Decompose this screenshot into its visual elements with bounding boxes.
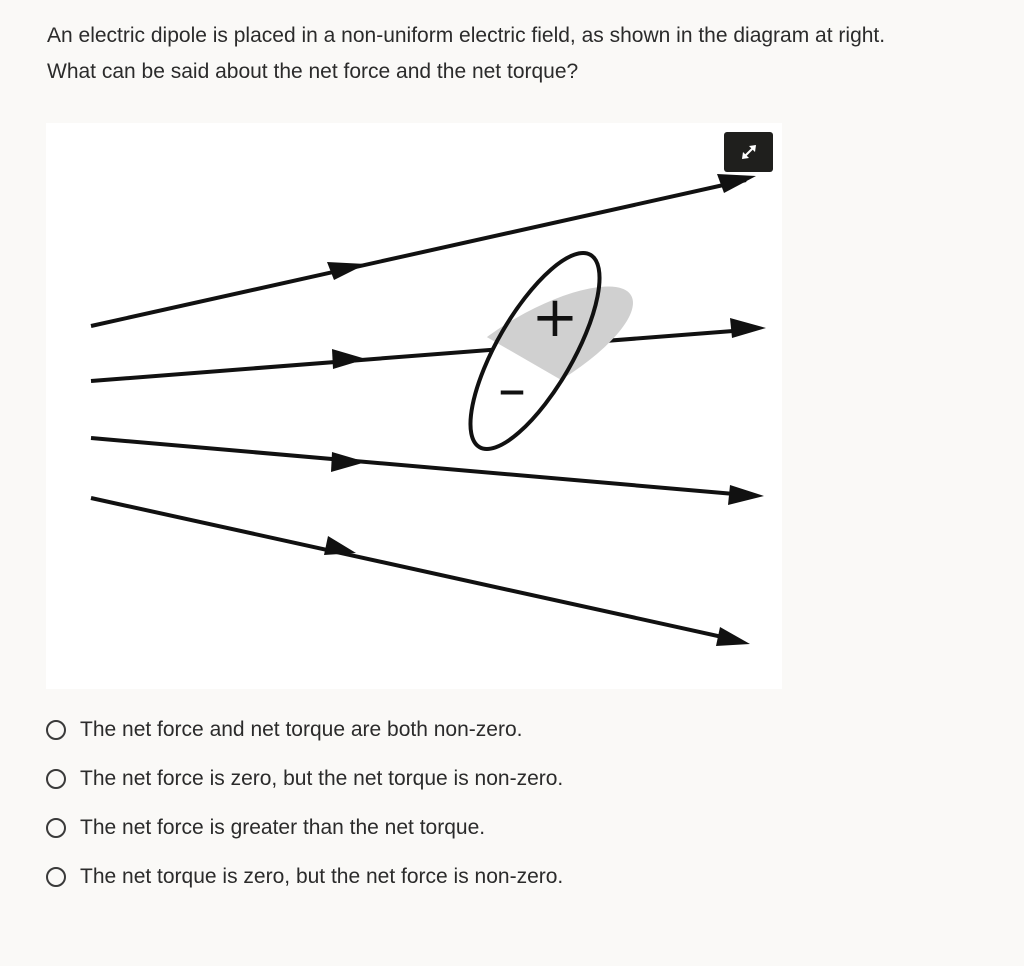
field-line-4-arrow-mid (324, 536, 356, 555)
field-line-4-arrow-end (716, 627, 750, 646)
choice-label-3: The net force is greater than the net torque. (80, 815, 486, 839)
radio-button-1[interactable] (46, 720, 66, 740)
answer-choices (46, 705, 563, 901)
radio-button-3[interactable] (46, 818, 66, 838)
radio-button-4[interactable] (46, 867, 66, 887)
field-line-1-arrow-end (717, 174, 756, 193)
field-line-2-arrow-mid (332, 349, 366, 369)
question-line-2: What can be said about the net force and the net torque? (47, 60, 579, 83)
field-line-2 (91, 318, 766, 381)
choice-label-1: The net force and net torque are both non-zero. (80, 717, 523, 741)
choice-4[interactable] (46, 852, 563, 901)
question-text (47, 18, 1007, 90)
minus-sign: – (498, 357, 526, 422)
question-line-1: An electric dipole is placed in a non-uniform electric field, as shown in the diagram at right. (47, 24, 886, 47)
expand-arrows-icon (737, 140, 761, 164)
dipole (447, 206, 678, 466)
dipole-diagram (46, 123, 782, 689)
field-line-3-arrow-mid (331, 452, 366, 472)
field-line-3-arrow-end (728, 485, 764, 505)
field-line-4 (91, 498, 750, 646)
field-line-3 (91, 438, 764, 505)
plus-sign: + (531, 285, 579, 350)
radio-button-2[interactable] (46, 769, 66, 789)
choice-3[interactable] (46, 803, 563, 852)
expand-image-button[interactable] (724, 132, 773, 172)
choice-label-2: The net force is zero, but the net torque is non-zero. (80, 766, 564, 790)
choice-1[interactable] (46, 705, 563, 754)
field-line-2-arrow-end (730, 318, 766, 338)
field-lines-svg (46, 123, 782, 689)
choice-2[interactable] (46, 754, 563, 803)
choice-label-4: The net torque is zero, but the net force is non-zero. (80, 864, 564, 888)
field-line-1-arrow-mid (327, 262, 366, 280)
field-line-1 (91, 174, 756, 326)
